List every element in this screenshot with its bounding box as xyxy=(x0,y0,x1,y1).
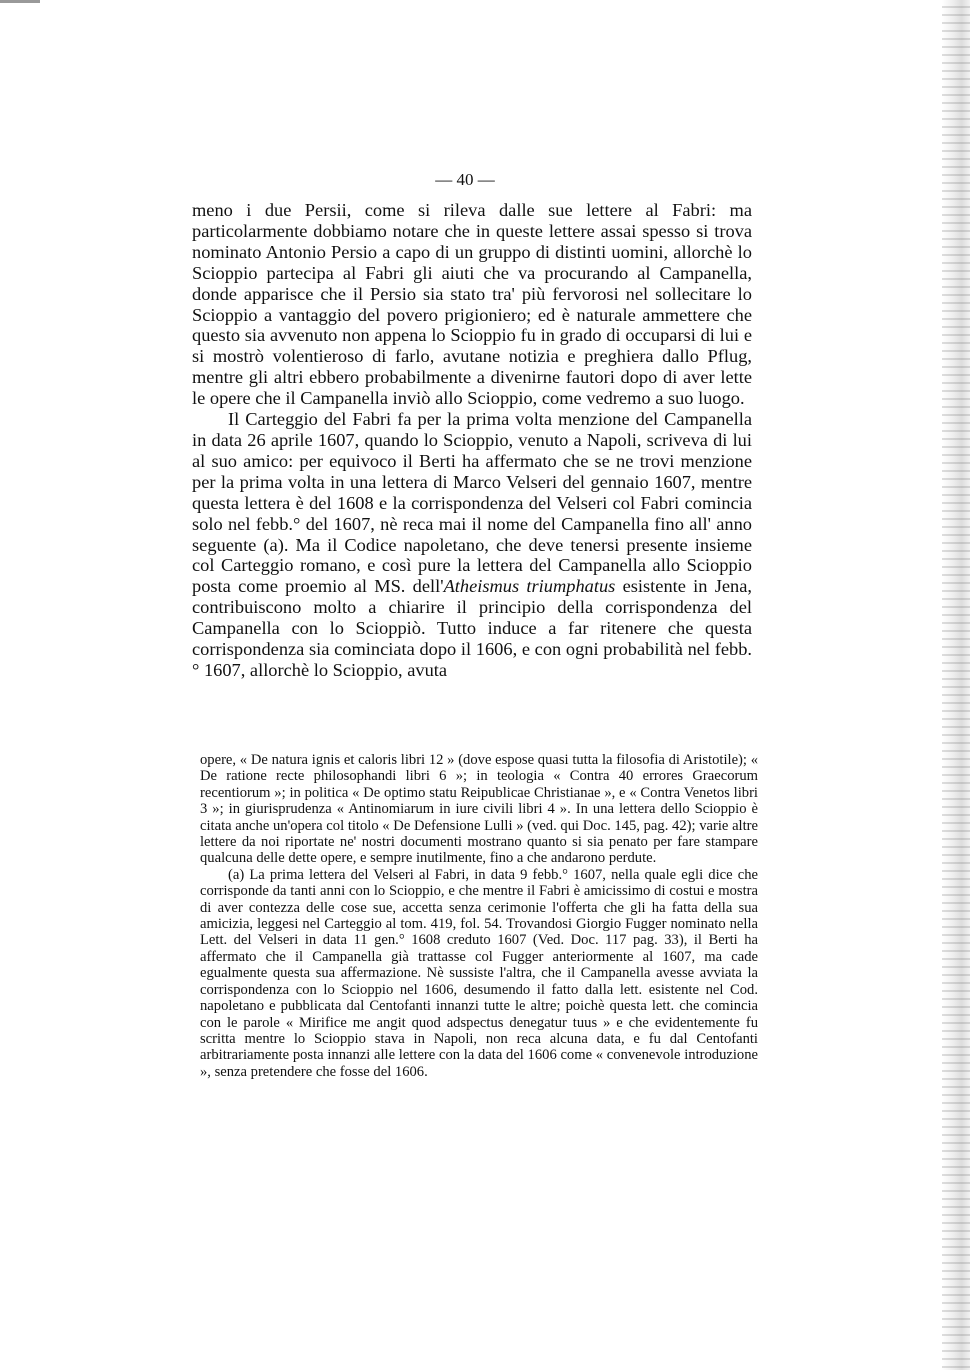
main-text xyxy=(192,200,752,681)
main-paragraph-tail: esistente in Jena, contribuiscono molto a chiarire il principio della corrispondenza del Campanella con lo Scioppiò. Tutto induce a far ritenere che questa corrispondenza sia cominciata dopo il 1606, e con ogni probabilità nel febb.° 1607, allorchè lo Scioppio, avuta xyxy=(192,576,753,680)
footnotes xyxy=(200,752,758,1080)
page-number: — 40 — xyxy=(435,170,495,189)
work-title-italic: Atheismus triumphatus xyxy=(443,576,616,597)
main-paragraph xyxy=(192,409,752,681)
footnote-a-text: La prima lettera del Velseri al Fabri, in data 9 febb.° 1607, nella quale egli dice che corrisponde da tanti anni con lo Scioppio, e che mentre il Fabri è amicissimo di costui e mostra di aver contezza delle cose sue, accetta senza cerimonie l'offerta che gli ha fatta della sua amicizia, leggesi nel Carteggio al tom. 419, fol. 54. Trovandosi Giorgio Fugger nominato nella Lett. del Velseri in data 11 gen.° 1608 creduto 1607 (Ved. Doc. 117 pag. 33), il Berti ha affermato che il Campanella già trattasse col Fugger anteriormente al 1607, ma cade egualmente questa sua affermazione. Nè sussiste l'altra, che il Campanella avesse avviata la corrispondenza con lo Scioppio nel 1606, desumendo il fatto dalla lett. esistente nel Cod. napoletano e pubblicata dal Centofanti innanzi tutte le altre; poichè questa lett. che comincia con le parole « Mirifice me angit quod adspectus denegatur tuus » e che evidentemente fu scritta mentre lo Scioppio stava in Napoli, non reca alcuna data, e fu dal Centofanti arbitrariamente posta innanzi alle lettere con la data del 1606 come « convenevole introduzione », senza pretendere che fosse del 1606. xyxy=(200,866,758,1080)
main-paragraph-text: Il Carteggio del Fabri fa per la prima volta menzione del Campanella in data 26 aprile 1607, quando lo Scioppio, venuto a Napoli, scriveva di lui al suo amico: per equivoco il Berti ha affermato che se ne trovi menzione per la prima volta in una lettera di Marco Velseri del gennaio 1607, mentre questa lettera è del 1608 e la corrispondenza del Velseri col Fabri comincia solo nel febb.° del 1607, nè reca mai il nome del Campanella fino all' anno seguente (a). Ma il Codice napoletano, che deve tenersi presente insieme col Carteggio romano, e così pure la lettera del Campanella allo Scioppio posta come proemio al MS. dell' xyxy=(192,409,752,597)
scan-edge-top xyxy=(0,0,40,3)
footnote-marker: (a) xyxy=(228,866,245,883)
main-paragraph: meno i due Persii, come si rileva dalle sue lettere al Fabri: ma particolarmente dobbiamo notare che in queste lettere assai spesso si trova nominato Antonio Persio a capo di un gruppo di distinti uomini, allorchè lo Scioppio partecipa al Fabri gli aiuti che va procurando al Campanella, donde apparisce che il Persio sia stato tra' più fervorosi nel sollecitare lo Scioppio a vantaggio del povero prigioniero; ed è naturale ammettere che questo sia avvenuto non appena lo Scioppio fu in grado di occuparsi di lui e si mostrò volentieroso di farlo, avutane notizia e preghiera dallo Pflug, mentre gli altri ebbero probabilmente a divenirne fautori dopo di aver lette le opere che il Campanella inviò allo Scioppio, come vedremo a suo luogo. xyxy=(192,200,752,409)
footnote-a xyxy=(200,867,758,1080)
scan-edge-right xyxy=(942,0,970,1370)
footnote-continuation: opere, « De natura ignis et caloris libri 12 » (dove espose quasi tutta la filosofia di Aristotile); « De ratione recte philosophandi libri 6 »; in teologia « Contra 40 errores Graecorum recentiorum »; in politica « De optimo statu Reipublicae Christianae », e « Contra Venetos libri 3 »; in giurisprudenza « Antinomiarum in iure civili libri 4 ». In una lettera dello Scioppio è citata anche un'opera col titolo « De Defensione Lulli » (ved. qui Doc. 145, pag. 42); varie altre lettere da noi riportate ne' nostri documenti mostrano quanto si sia penato per fare stampare qualcuna delle dette opere, e sempre inutilmente, fino a che andarono perdute. xyxy=(200,752,758,867)
